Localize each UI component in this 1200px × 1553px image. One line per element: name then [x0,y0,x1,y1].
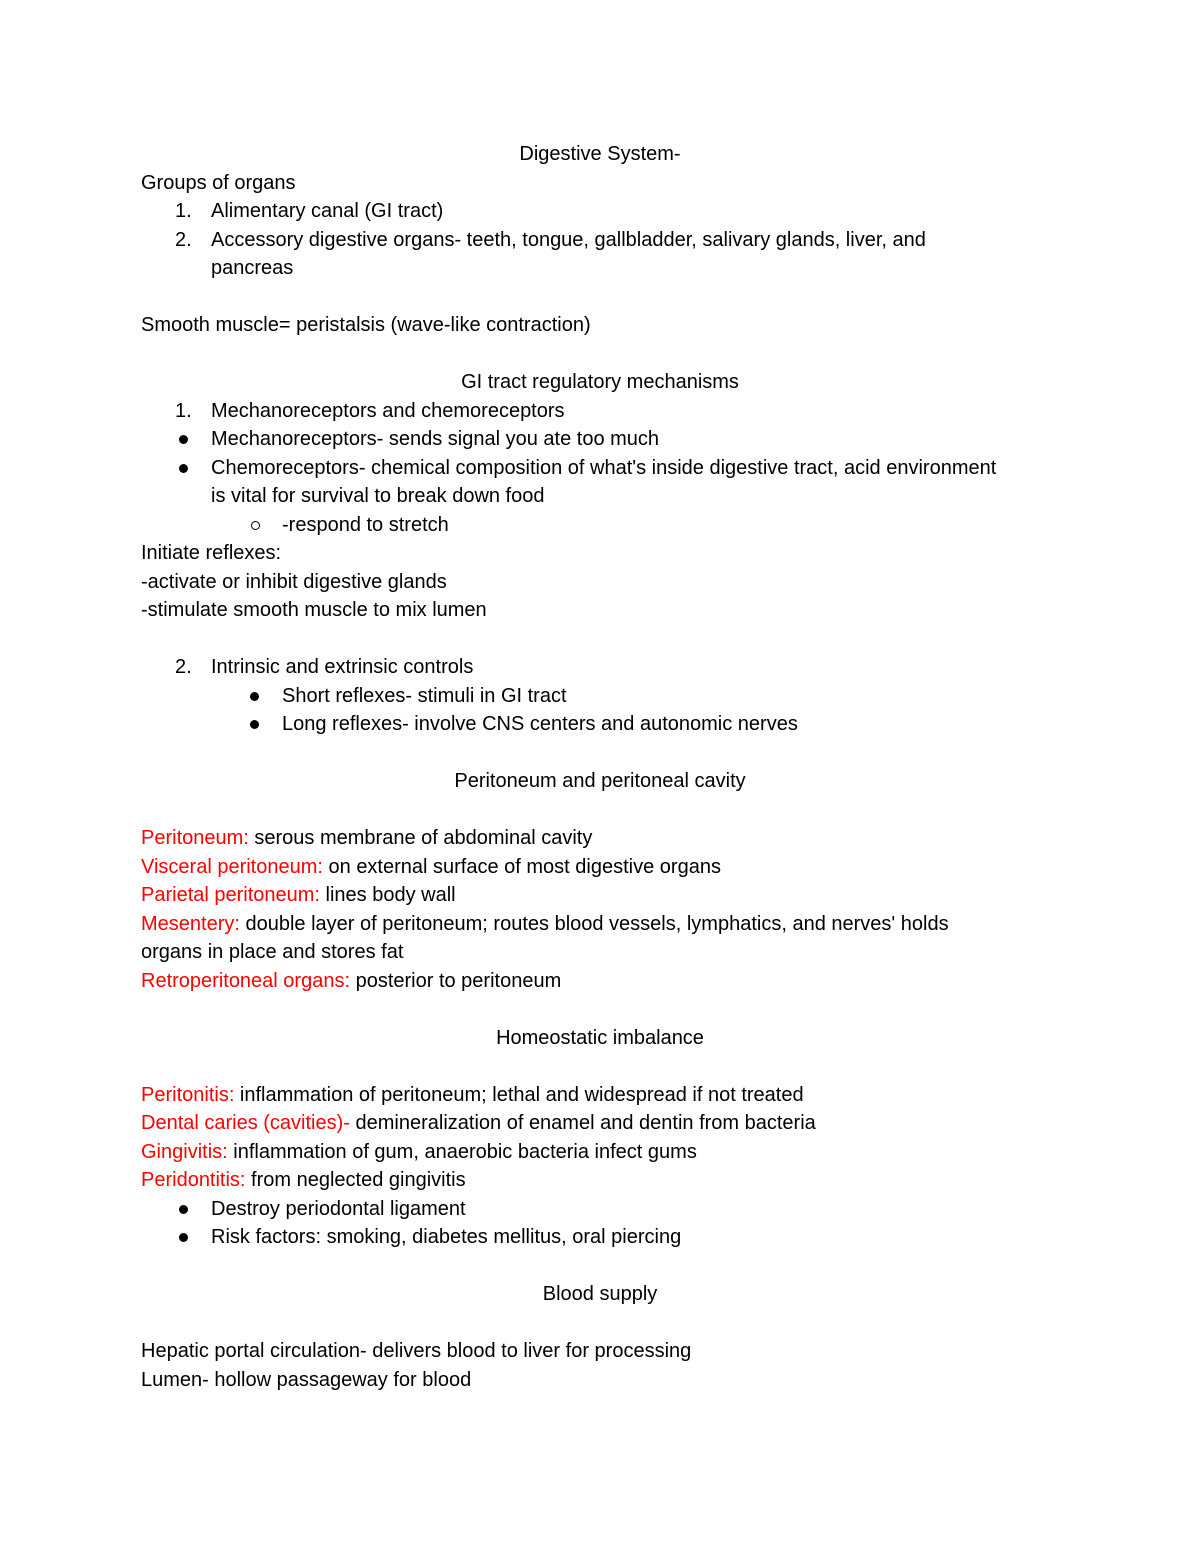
sub-bullet-text: -respond to stretch [282,513,449,536]
term: Parietal peritoneum: [141,884,320,906]
hollow-bullet-icon [251,521,260,530]
bullet-icon [179,1233,188,1242]
reflex-line: -stimulate smooth muscle to mix lumen [141,599,487,621]
list-item-text: Mechanoreceptors and chemoreceptors [211,399,565,422]
term-line [141,910,1061,939]
term-continuation: organs in place and stores fat [141,941,404,963]
bullet-item [141,1223,1061,1252]
term: Visceral peritoneum: [141,855,323,878]
bullet-icon [179,1205,188,1214]
list-item-text: Accessory digestive organs- teeth, tongue, gallbladder, salivary glands, liver, and [211,228,926,251]
term-line [141,1081,1061,1110]
bullet-text: Short reflexes- stimuli in GI tract [282,684,567,707]
list-item [141,397,1061,426]
spacer [141,1052,1061,1081]
list-item [141,197,1061,226]
term-definition: demineralization of enamel and dentin from bacteria [349,1112,816,1134]
bullet-icon [250,720,259,729]
list-item [141,226,1061,255]
spacer [141,340,1061,369]
term: Peritonitis: [141,1083,235,1106]
bullet-item [141,1195,1061,1224]
spacer [141,995,1061,1024]
spacer [141,625,1061,654]
term-line [141,1109,1061,1138]
term: Mesentery: [141,912,240,935]
bullet-item [141,425,1061,454]
groups-heading: Groups of organs [141,171,296,194]
term-line [141,1166,1061,1195]
term: Peritoneum: [141,827,249,849]
term-definition: on external surface of most digestive organs [322,855,721,878]
bullet-text: Destroy periodontal ligament [211,1197,466,1220]
term-definition: from neglected gingivitis [245,1169,466,1191]
term-definition: double layer of peritoneum; routes blood vessels, lymphatics, and nerves' holds [239,912,949,935]
spacer [141,796,1061,825]
term: Dental caries (cavities)- [141,1112,350,1134]
term-definition: inflammation of peritoneum; lethal and widespread if not treated [234,1083,804,1106]
term-definition: serous membrane of abdominal cavity [248,827,593,849]
term-definition: inflammation of gum, anaerobic bacteria infect gums [227,1140,697,1163]
blood-line: Lumen- hollow passageway for blood [141,1368,472,1391]
section-heading-imbalance: Homeostatic imbalance [496,1026,704,1049]
bullet-text: Long reflexes- involve CNS centers and autonomic nerves [282,713,798,735]
bullet-text: Risk factors: smoking, diabetes mellitus, oral piercing [211,1226,682,1248]
bullet-text: Mechanoreceptors- sends signal you ate too much [211,428,660,450]
reflex-line: -activate or inhibit digestive glands [141,570,447,593]
list-number: 2. [175,656,192,678]
term-line [141,853,1061,882]
list-number: 2. [175,228,192,251]
section-heading-peritoneum: Peritoneum and peritoneal cavity [454,770,746,792]
term: Gingivitis: [141,1140,228,1163]
document-title: Digestive System- [519,143,681,165]
bullet-item [141,454,1061,483]
term: Retroperitoneal organs: [141,969,351,992]
list-item-text: Intrinsic and extrinsic controls [211,656,474,678]
section-heading-blood: Blood supply [542,1283,658,1305]
spacer [141,283,1061,312]
document-page [141,140,1061,1394]
bullet-continuation: is vital for survival to break down food [211,485,545,507]
spacer [141,739,1061,768]
spacer [141,1309,1061,1338]
sub-bullet-item [141,511,1061,540]
list-number: 1. [175,399,192,422]
bullet-icon [179,435,188,444]
list-item [141,653,1061,682]
list-item-text: Alimentary canal (GI tract) [211,200,444,222]
bullet-icon [179,464,188,473]
bullet-item [141,710,1061,739]
term-definition: lines body wall [319,884,456,906]
term: Peridontitis: [141,1169,246,1191]
smooth-muscle-note: Smooth muscle= peristalsis (wave-like contraction) [141,314,591,336]
spacer [141,1252,1061,1281]
section-heading-regulatory: GI tract regulatory mechanisms [461,371,739,393]
term-line [141,967,1061,996]
reflex-heading: Initiate reflexes: [141,542,282,564]
term-line [141,881,1061,910]
list-number: 1. [175,200,192,222]
bullet-item [141,682,1061,711]
term-line [141,1138,1061,1167]
term-definition: posterior to peritoneum [350,969,562,992]
bullet-text: Chemoreceptors- chemical composition of what's inside digestive tract, acid environment [211,456,997,479]
bullet-icon [250,692,259,701]
term-line [141,824,1061,853]
blood-line: Hepatic portal circulation- delivers blood to liver for processing [141,1340,692,1362]
list-item-continuation: pancreas [211,257,294,279]
